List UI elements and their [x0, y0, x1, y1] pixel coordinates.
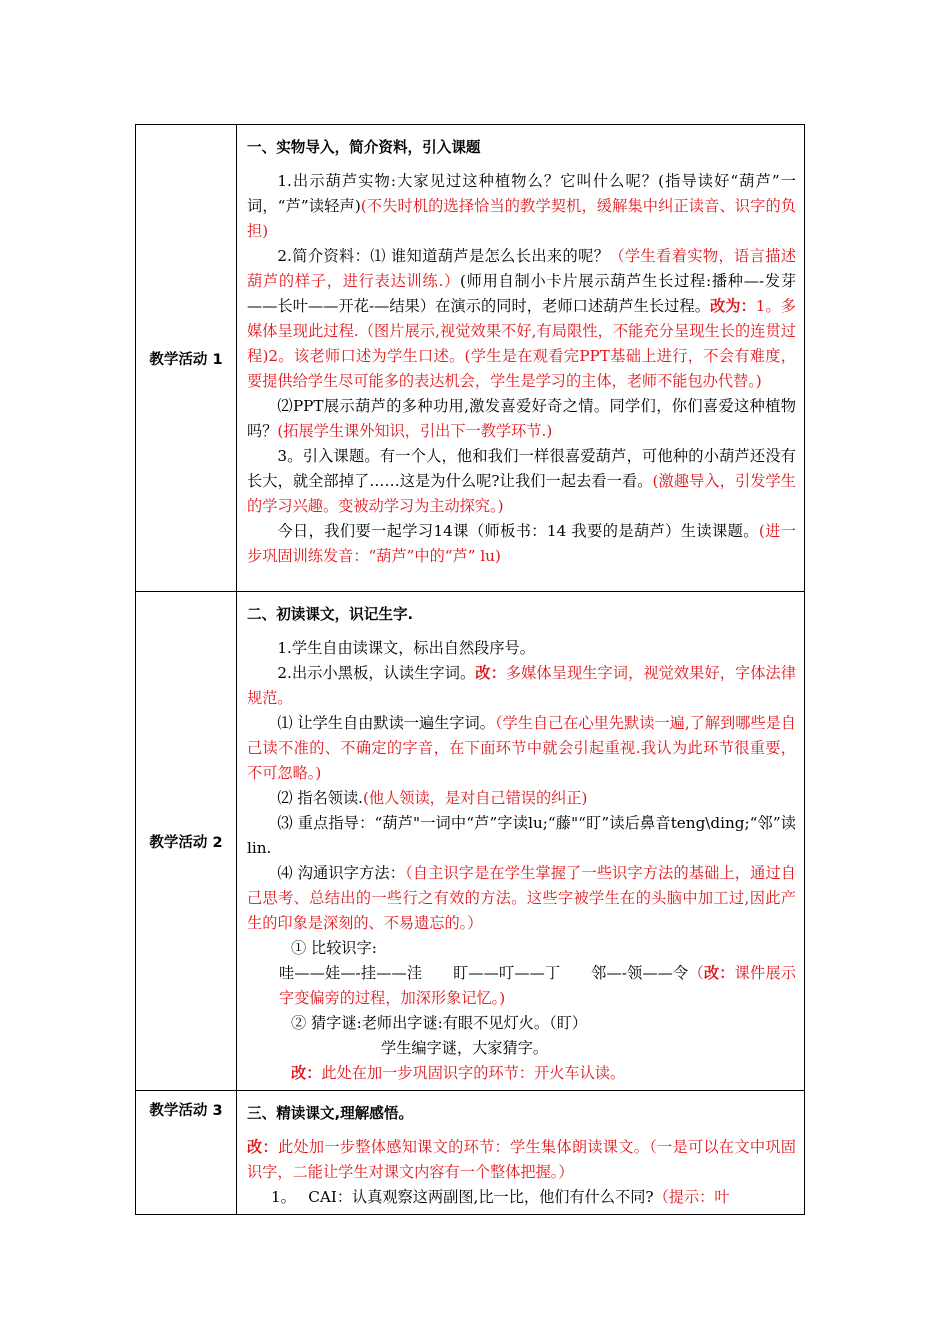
compare-line: [247, 961, 796, 1011]
paragraph: [247, 394, 796, 444]
paragraph: [247, 811, 796, 861]
annotation-text: 改：: [475, 664, 506, 682]
annotation-text: 课件展示字变偏旁的过程，加深形象记忆。): [279, 964, 797, 1007]
text-run: 哇——娃—-挂——洼 盯——叮——丁 邻—-领——令: [279, 964, 689, 982]
annotation-text: (激趣导入，引发学生的学习兴趣。变被动学习为主动探究。): [247, 472, 796, 515]
row-label-cell: [136, 125, 237, 592]
paragraph: [247, 661, 796, 711]
paragraph: [247, 1135, 796, 1185]
paragraph: [247, 711, 796, 786]
row-label: 教学活动 3: [149, 1103, 223, 1119]
table-row: [136, 1091, 805, 1215]
annotation-text: 多媒体呈现生字词，视觉效果好，字体法律规范。: [247, 664, 797, 707]
paragraph: [247, 519, 796, 569]
annotation-text: （学生看着实物，语言描述葫芦的样子，进行表达训练.）: [247, 247, 797, 290]
annotation-text: （: [688, 964, 704, 982]
annotation-text: (他人领读，是对自己错误的纠正): [362, 789, 588, 807]
paragraph: [247, 244, 796, 394]
text-run: 1.出示葫芦实物:大家见过这种植物么？它叫什么呢？(指导读好“葫芦”一词，“芦”读轻声): [247, 172, 796, 215]
section-heading: 二、初读课文，识记生字.: [247, 606, 414, 623]
paragraph: [247, 861, 796, 936]
text-run: ⑶ 重点指导：“葫芦"一词中“芦”字读lu;“藤"“盯”读后鼻音teng\ding;“邻”读lin.: [247, 814, 796, 857]
annotation-text: 1。多媒体呈现此过程.（图片展示,视觉效果不好,有局限性，不能充分呈现生长的连贯过程)2。该老师口述为学生口述。(学生是在观看完PPT基础上进行，不会有难度，要提供给学生尽可能多的表达机会，学生是学习的主体，老师不能包办代替。): [247, 297, 796, 390]
paragraph: [247, 636, 796, 661]
annotation-text: 此处加一步整体感知课文的环节：学生集体朗读课文。（一是可以在文中巩固识字，二能让学生对课文内容有一个整体把握。）: [247, 1138, 796, 1181]
text-run: 2.简介资料：⑴ 谁知道葫芦是怎么长出来的呢？: [277, 247, 610, 265]
row-label-cell: [136, 592, 237, 1091]
annotation-text: 改：: [703, 964, 735, 982]
section-heading: 一、实物导入，简介资料，引入课题: [247, 139, 481, 156]
paragraph: [247, 1185, 796, 1210]
section-heading: 三、精读课文,理解感悟。: [247, 1105, 414, 1122]
annotation-text: (不失时机的选择恰当的教学契机，缓解集中纠正读音、识字的负担): [247, 197, 796, 240]
annotation-text: （自主识字是在学生掌握了一些识字方法的基础上，通过自己思考、总结出的一些行之有效的方法。这些字被学生在的头脑中加工过,因此产生的印象是深刻的、不易遗忘的。）: [247, 864, 796, 932]
row-content-cell: [237, 1091, 805, 1215]
paragraph: [247, 169, 796, 244]
text-run: ⑷ 沟通识字方法：: [277, 864, 406, 882]
riddle-line: 学生编字谜，大家猜字。: [381, 1039, 549, 1057]
text-run: 1.学生自由读课文，标出自然段序号。: [277, 639, 535, 657]
row-label: 教学活动 2: [149, 834, 223, 851]
row-content-cell: [237, 125, 805, 592]
text-run: (师用自制小卡片展示葫芦生长过程:播种—-发芽——长叶——开花-—结果）在演示的同时，老师口述葫芦生长过程。: [247, 272, 796, 315]
text-run: ⑵PPT展示葫芦的多种功用,激发喜爱好奇之情。同学们，你们喜爱这种植物吗？: [247, 397, 796, 440]
row-content-cell: [237, 592, 805, 1091]
riddle-line: ② 猜字谜:老师出字谜:有眼不见灯火。（盯）: [291, 1014, 588, 1032]
final-note: [247, 1061, 796, 1086]
text-run: ⑴ 让学生自由默读一遍生字词。: [277, 714, 495, 732]
annotation-text: 此处在加一步巩固识字的环节：开火车认读。: [321, 1064, 626, 1082]
row-label-cell: [136, 1091, 237, 1215]
table-row: [136, 592, 805, 1091]
text-run: ⑵ 指名领读.: [277, 789, 363, 807]
paragraph: [247, 786, 796, 811]
annotation-text: (进一步巩固训练发音：“葫芦”中的“芦” lu): [247, 522, 796, 565]
annotation-text: 改为：: [709, 297, 756, 315]
table-row: [136, 125, 805, 592]
text-run: 今日，我们要一起学习14课（师板书：14 我要的是葫芦）生读课题。: [277, 522, 759, 540]
row-label: 教学活动 1: [149, 351, 223, 368]
paragraph: [247, 444, 796, 519]
compare-title: ① 比较识字:: [291, 939, 377, 957]
annotation-text: 改：: [247, 1138, 278, 1156]
lesson-plan-table: [135, 124, 805, 1215]
text-run: 1。 CAI：认真观察这两副图,比一比，他们有什么不同?: [271, 1188, 654, 1206]
text-run: 2.出示小黑板，认读生字词。: [277, 664, 476, 682]
annotation-text: (拓展学生课外知识，引出下一教学环节.): [277, 422, 553, 440]
text-run: 3。引入课题。有一个人，他和我们一样很喜爱葫芦，可他种的小葫芦还没有长大，就全部掉了……这是为什么呢?让我们一起去看一看。: [247, 447, 796, 490]
annotation-text: 改：: [291, 1064, 322, 1082]
annotation-text: （学生自己在心里先默读一遍,了解到哪些是自己读不准的、不确定的字音，在下面环节中就会引起重视.我认为此环节很重要，不可忽略。): [247, 714, 796, 782]
annotation-text: （提示：叶: [653, 1188, 730, 1206]
